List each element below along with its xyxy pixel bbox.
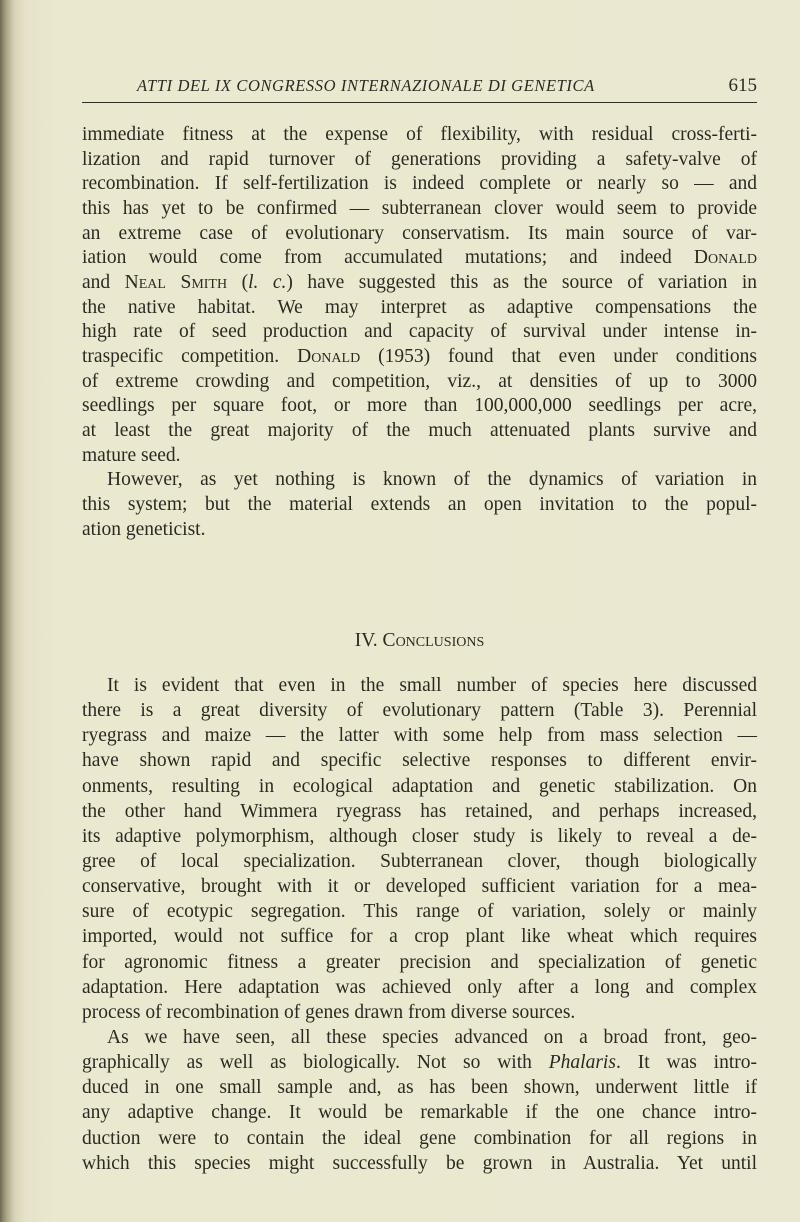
text-run: iation would come from accumulated mutations; and indeed <box>82 247 694 269</box>
text-line <box>82 320 757 345</box>
text-run: adaptation. Here adaptation was achieved only after a long and complex <box>82 976 757 998</box>
text-line <box>82 197 757 222</box>
text-run: sure of ecotypic segregation. This range of variation, solely or mainly <box>82 901 757 923</box>
text-line <box>82 296 757 321</box>
text-run: However, as yet nothing is known of the dynamics of variation in <box>107 469 757 491</box>
section-heading: IV. Conclusions <box>354 630 485 651</box>
text-run: recombination. If self-fertilization is indeed complete or nearly so — and <box>82 173 757 195</box>
text-run: there is a great diversity of evolutionary pattern (Table 3). Perennial <box>82 700 757 722</box>
text-line <box>82 1100 757 1125</box>
paragraph <box>82 123 757 468</box>
text-line <box>82 271 757 296</box>
text-line <box>82 172 757 197</box>
text-line <box>82 1126 757 1151</box>
text-run: As we have seen, all these species advanced on a broad front, geo- <box>107 1026 757 1048</box>
text-run: have shown rapid and specific selective responses to different envir- <box>82 750 757 772</box>
text-run: an extreme case of evolutionary conservatism. Its main source of var- <box>82 222 757 244</box>
italic-text: l. c. <box>248 271 287 293</box>
text-line <box>82 824 757 849</box>
text-run: ryegrass and maize — the latter with some help from mass selection — <box>82 725 757 747</box>
text-run: process of recombination of genes drawn from diverse sources. <box>82 1001 576 1023</box>
text-line <box>82 1050 757 1075</box>
text-line <box>82 518 757 543</box>
header-rule <box>82 102 757 103</box>
text-run: traspecific competition. <box>82 345 298 367</box>
text-line <box>82 370 757 395</box>
italic-text: Phalaris <box>548 1052 616 1074</box>
text-run: mature seed. <box>82 444 181 466</box>
text-run: ) have suggested this as the source of variation in <box>286 271 758 293</box>
text-run: ( <box>227 271 249 293</box>
text-line <box>82 849 757 874</box>
text-line <box>82 345 757 370</box>
text-run: onments, resulting in ecological adaptation and genetic stabilization. On <box>82 775 757 797</box>
text-line <box>82 222 757 247</box>
text-line <box>82 899 757 924</box>
running-header <box>82 76 757 100</box>
text-run: any adaptive change. It would be remarkable if the one chance intro- <box>82 1102 757 1124</box>
text-line <box>82 394 757 419</box>
text-run: immediate fitness at the expense of flexibility, with residual cross-ferti- <box>82 124 757 145</box>
text-line <box>82 774 757 799</box>
text-run: gree of local specialization. Subterranean clover, though biologically <box>82 850 757 872</box>
text-line <box>82 468 757 493</box>
text-line <box>82 493 757 518</box>
text-line <box>82 123 757 148</box>
text-run: which this species might successfully be grown in Australia. Yet until <box>82 1152 757 1174</box>
text-run: lization and rapid turnover of generations providing a safety-valve of <box>82 148 757 170</box>
text-line <box>82 444 757 469</box>
text-line <box>82 748 757 773</box>
page-number: 615 <box>728 75 757 96</box>
author-name: Neal Smith <box>124 271 228 293</box>
text-run: duced in one small sample and, as has been shown, underwent little if <box>82 1077 757 1099</box>
running-title: ATTI DEL IX CONGRESSO INTERNAZIONALE DI GENETICA <box>137 76 595 95</box>
text-run: high rate of seed production and capacity of survival under intense in- <box>82 321 757 343</box>
text-line <box>82 1075 757 1100</box>
text-run: seedlings per square foot, or more than 100,000,000 seedlings per acre, <box>82 395 757 417</box>
text-run: and <box>82 271 125 293</box>
text-line <box>82 148 757 173</box>
author-name: Donald <box>693 247 757 269</box>
text-line <box>82 723 757 748</box>
text-run: conservative, brought with it or developed sufficient variation for a mea- <box>82 876 757 898</box>
text-line <box>82 1000 757 1025</box>
text-line <box>82 950 757 975</box>
text-run: the other hand Wimmera ryegrass has retained, and perhaps increased, <box>82 800 757 822</box>
text-run: this system; but the material extends an open invitation to the popul- <box>82 493 757 515</box>
text-run: of extreme crowding and competition, viz., at densities of up to 3000 <box>82 370 757 392</box>
text-line <box>82 799 757 824</box>
text-line <box>82 975 757 1000</box>
body-text-lower <box>82 673 757 1176</box>
text-run: this has yet to be confirmed — subterranean clover would seem to provide <box>82 197 757 219</box>
text-line <box>82 924 757 949</box>
paragraph <box>82 1025 757 1176</box>
text-run: its adaptive polymorphism, although closer study is likely to reveal a de- <box>82 825 757 847</box>
text-run: duction were to contain the ideal gene combination for all regions in <box>82 1127 757 1149</box>
text-run: It is evident that even in the small number of species here discussed <box>107 675 757 696</box>
author-name: Donald <box>297 345 361 367</box>
text-line <box>82 1025 757 1050</box>
text-line <box>82 1151 757 1176</box>
text-run: imported, would not suffice for a crop plant like wheat which requires <box>82 926 757 948</box>
text-run: at least the great majority of the much attenuated plants survive and <box>82 419 757 441</box>
text-line <box>82 874 757 899</box>
paragraph <box>82 468 757 542</box>
text-run: (1953) found that even under conditions <box>360 345 757 367</box>
text-line <box>82 246 757 271</box>
text-run: ation geneticist. <box>82 518 206 540</box>
text-line <box>82 419 757 444</box>
text-run: graphically as well as biologically. Not so with <box>82 1052 549 1074</box>
text-line <box>82 673 757 698</box>
text-run: for agronomic fitness a greater precision and specialization of genetic <box>82 951 757 973</box>
body-text-upper <box>82 123 757 542</box>
text-run: the native habitat. We may interpret as adaptive compensations the <box>82 296 757 318</box>
text-run: . It was intro- <box>615 1052 758 1074</box>
text-line <box>82 698 757 723</box>
paragraph <box>82 673 757 1025</box>
